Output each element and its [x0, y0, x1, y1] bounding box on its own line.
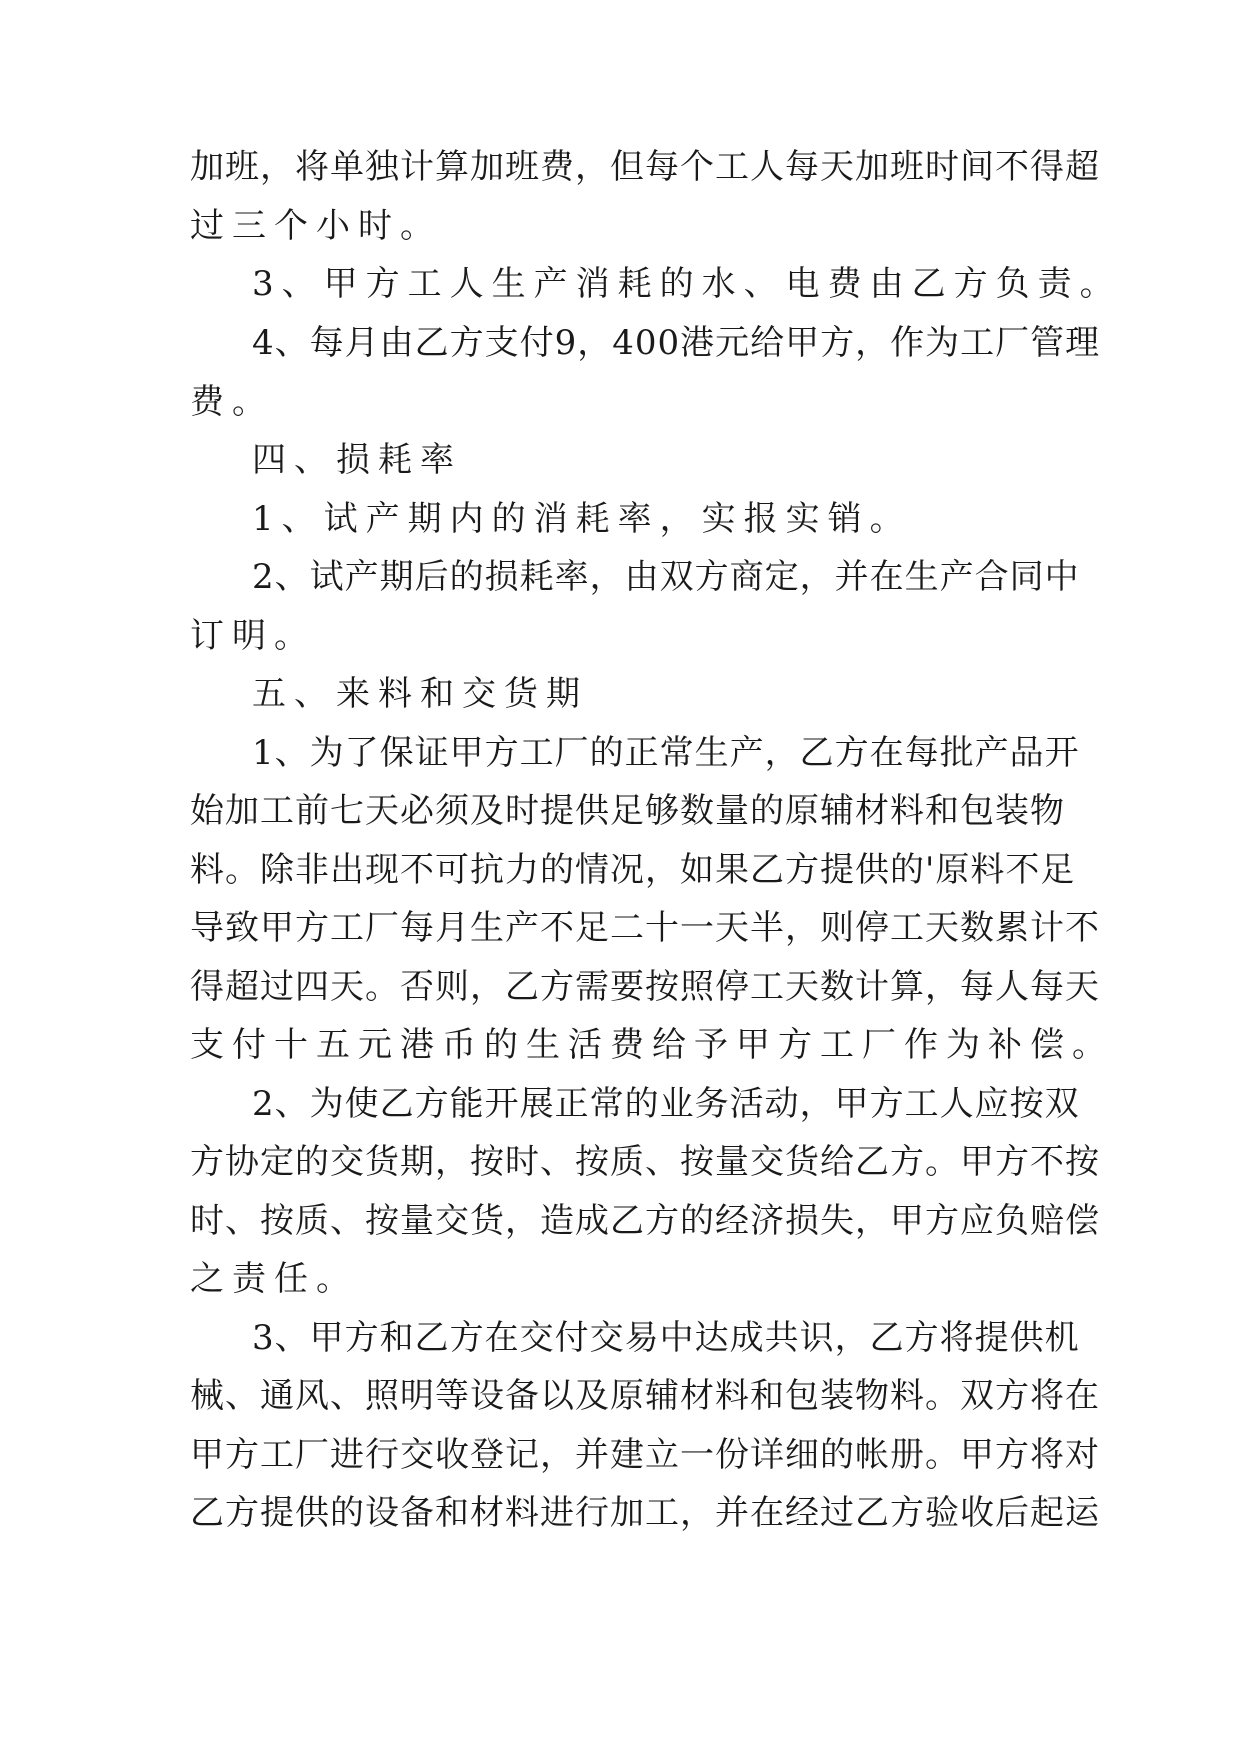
body-line: 订明。: [190, 616, 316, 656]
body-line: 乙方提供的设备和材料进行加工，并在经过乙方验收后起运: [190, 1493, 1100, 1533]
body-line: 之责任。: [190, 1259, 358, 1299]
body-line: 1、试产期内的消耗率，实报实销。: [252, 499, 912, 539]
body-line: 械、通风、照明等设备以及原辅材料和包装物料。双方将在: [190, 1376, 1100, 1416]
body-line: 方协定的交货期，按时、按质、按量交货给乙方。甲方不按: [190, 1142, 1100, 1182]
body-line: 加班，将单独计算加班费，但每个工人每天加班时间不得超: [190, 147, 1100, 187]
body-line: 得超过四天。否则，乙方需要按照停工天数计算，每人每天: [190, 967, 1100, 1007]
body-line: 支付十五元港币的生活费给予甲方工厂作为补偿。: [190, 1025, 1114, 1065]
body-line: 2、试产期后的损耗率，由双方商定，并在生产合同中: [252, 557, 1080, 597]
body-line: 4、每月由乙方支付9，400港元给甲方，作为工厂管理: [252, 323, 1101, 363]
body-line: 过三个小时。: [190, 206, 442, 246]
body-line: 始加工前七天必须及时提供足够数量的原辅材料和包装物: [190, 791, 1065, 831]
body-line: 3、甲方工人生产消耗的水、电费由乙方负责。: [252, 264, 1122, 304]
body-line: 3、甲方和乙方在交付交易中达成共识，乙方将提供机: [252, 1318, 1080, 1358]
body-line: 甲方工厂进行交收登记，并建立一份详细的帐册。甲方将对: [190, 1435, 1100, 1475]
body-line: 2、为使乙方能开展正常的业务活动，甲方工人应按双: [252, 1084, 1080, 1124]
body-line: 料。除非出现不可抗力的情况，如果乙方提供的'原料不足: [190, 850, 1076, 890]
section-heading: 五、来料和交货期: [252, 674, 588, 714]
body-line: 时、按质、按量交货，造成乙方的经济损失，甲方应负赔偿: [190, 1201, 1100, 1241]
body-line: 费。: [190, 382, 274, 422]
section-heading: 四、损耗率: [252, 440, 462, 480]
body-line: 1、为了保证甲方工厂的正常生产，乙方在每批产品开: [252, 733, 1080, 773]
body-line: 导致甲方工厂每月生产不足二十一天半，则停工天数累计不: [190, 908, 1100, 948]
